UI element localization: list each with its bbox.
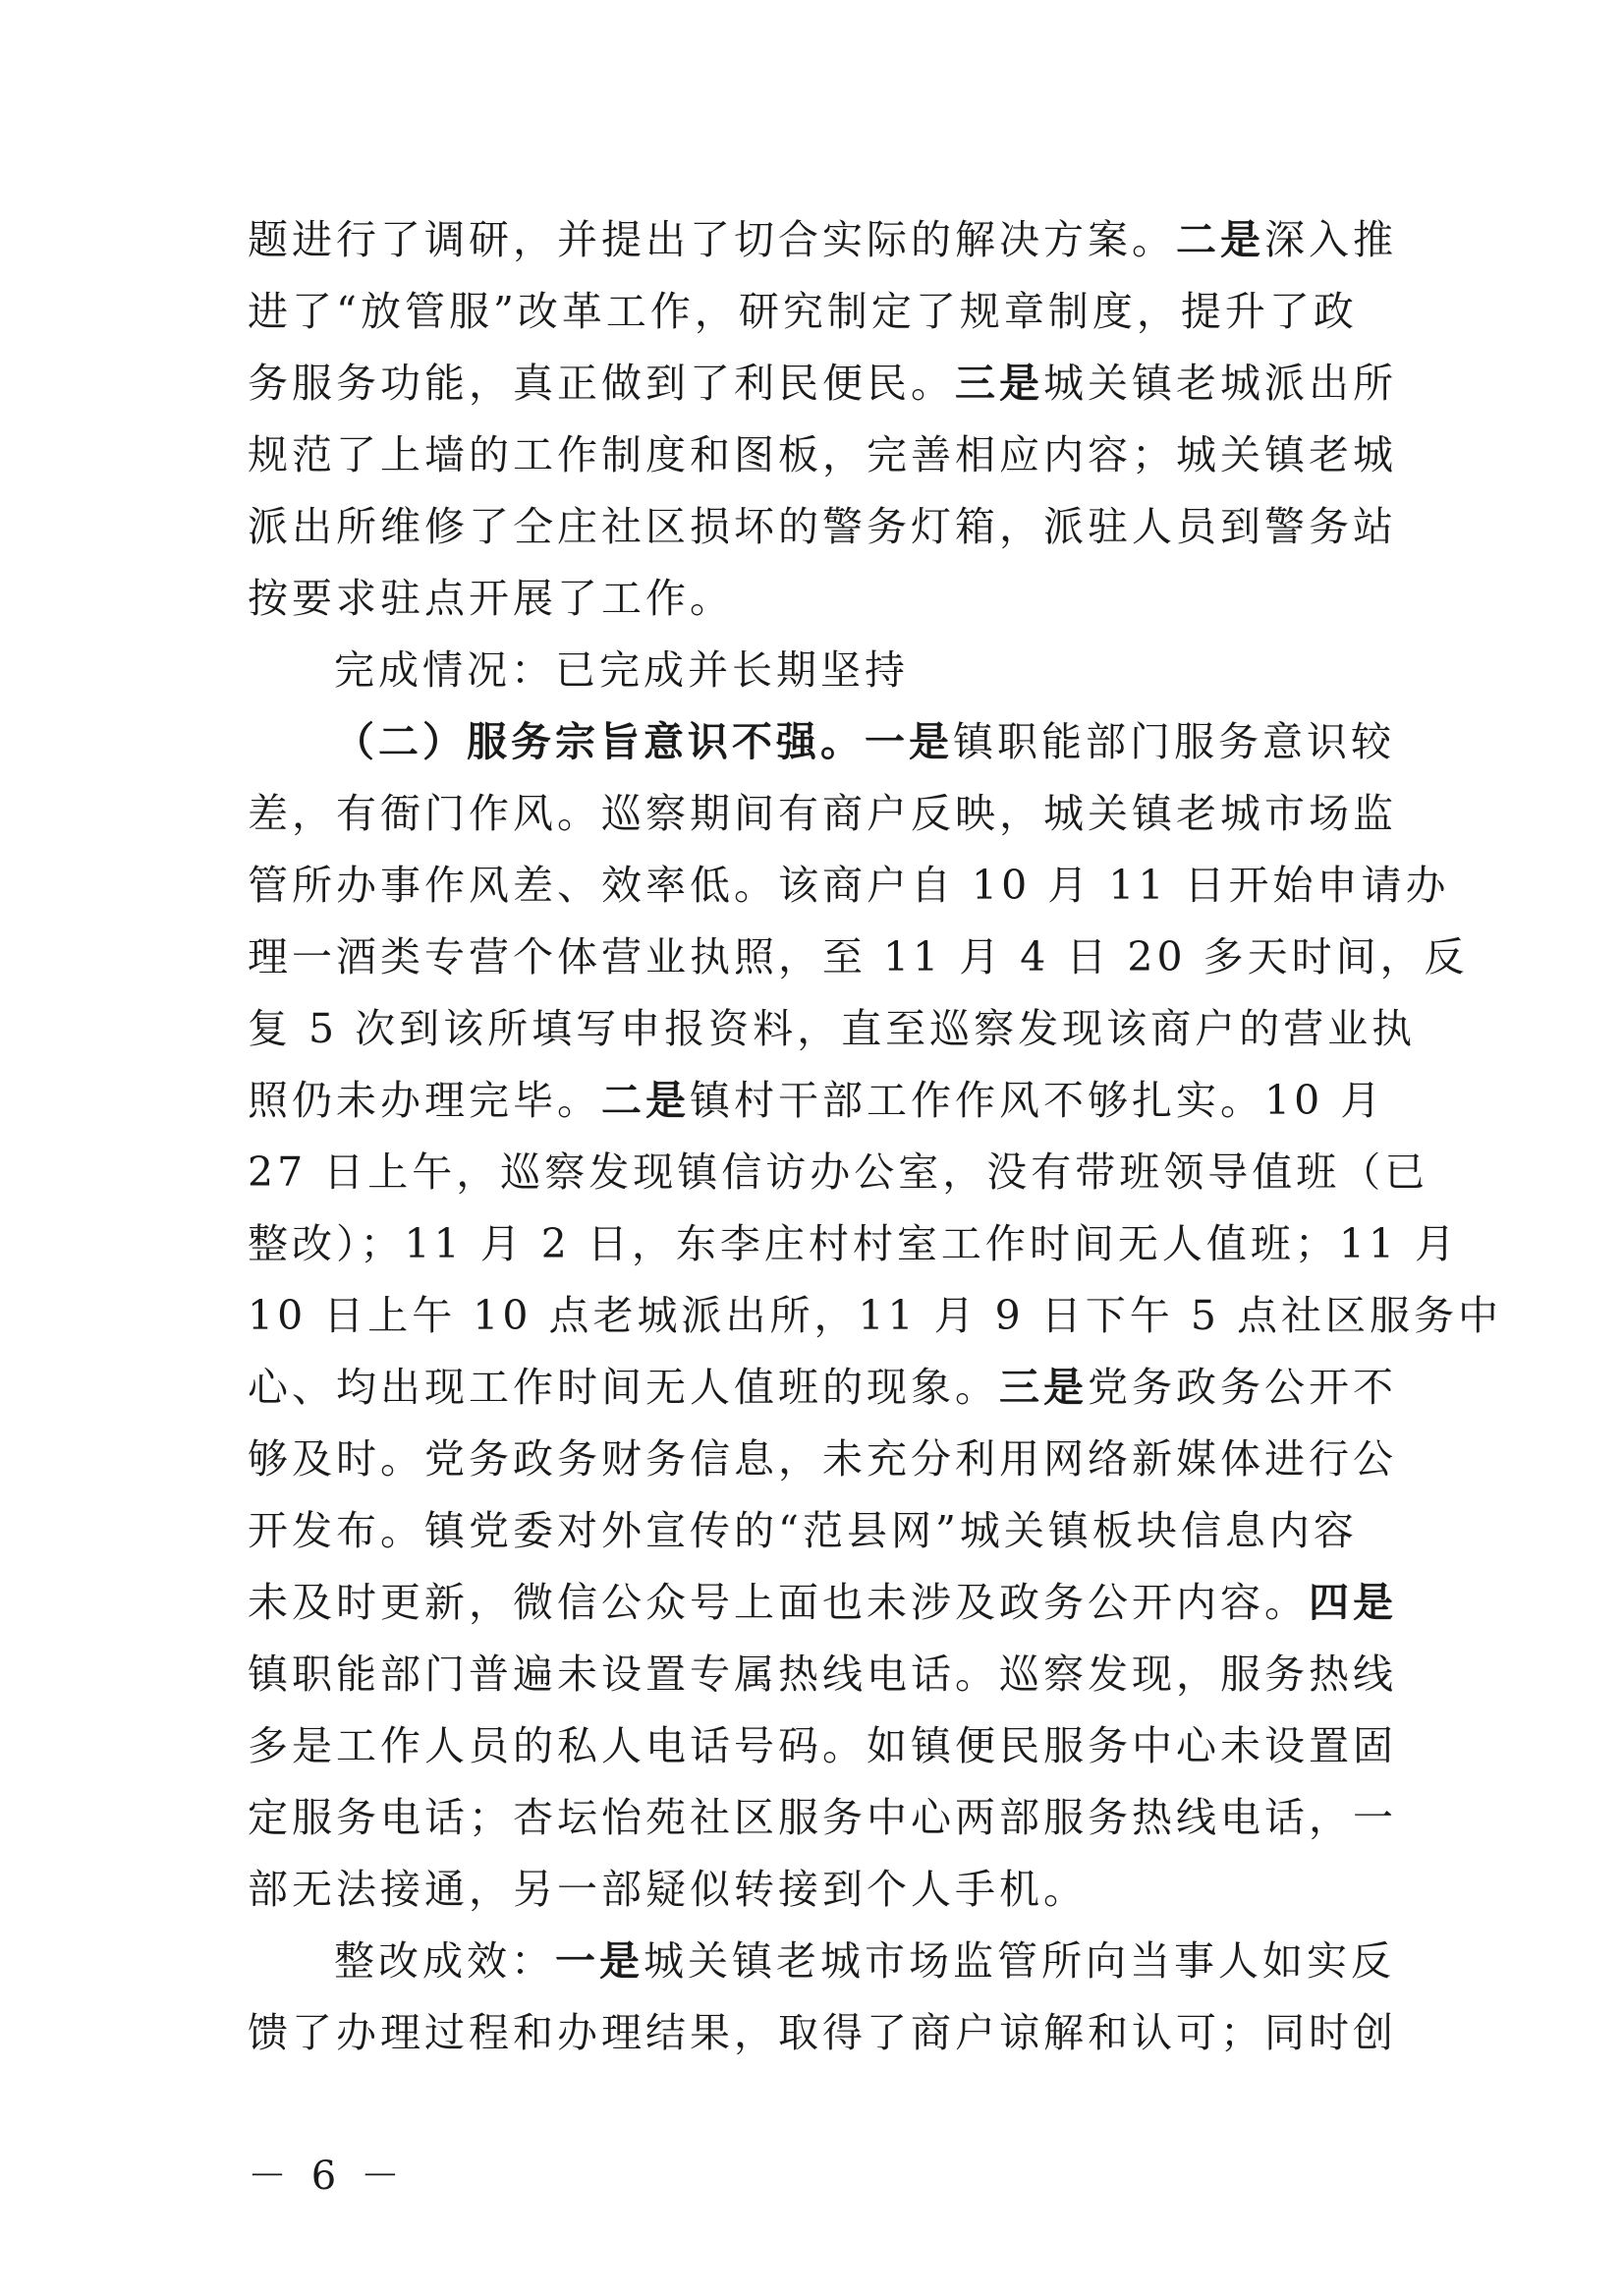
bold-text-run: 三是	[955, 360, 1043, 407]
text-run: 深入推	[1264, 216, 1397, 263]
text-run: 定服务电话；杏坛怡苑社区服务中心两部服务热线电话，一	[248, 1794, 1397, 1841]
text-line	[248, 204, 1397, 276]
text-line	[248, 1424, 1397, 1495]
text-run: 党务政务公开不	[1088, 1364, 1397, 1411]
text-line	[248, 1280, 1502, 1352]
text-run: 镇村干部工作作风不够扎实。10 月	[690, 1077, 1385, 1124]
text-run: 城关镇老城市场监管所向当事人如实反	[644, 1937, 1395, 1985]
document-body	[248, 204, 1502, 2069]
text-line	[248, 563, 1387, 635]
bold-text-run: 一是	[865, 718, 953, 765]
text-line	[248, 348, 1397, 420]
text-run: 务服务功能，真正做到了利民便民。	[248, 360, 955, 407]
text-run: 多是工作人员的私人电话号码。如镇便民服务中心未设置固	[248, 1722, 1397, 1769]
text-line	[248, 1782, 1397, 1854]
text-run: 差，有衙门作风。巡察期间有商户反映，城关镇老城市场监	[248, 790, 1397, 837]
text-line	[248, 1208, 1460, 1280]
text-line	[248, 1639, 1397, 1710]
bold-text-run: （二）服务宗旨意识不强。	[334, 718, 865, 765]
text-line	[248, 1854, 1387, 1926]
text-run: 镇职能部门普遍未设置专属热线电话。巡察发现，服务热线	[248, 1651, 1397, 1698]
page-number: － 6 －	[248, 2154, 406, 2199]
text-run: 完成情况：已完成并长期坚持	[334, 646, 909, 694]
text-line	[248, 1352, 1397, 1424]
bold-text-run: 三是	[999, 1364, 1088, 1411]
text-run: 未及时更新，微信公众号上面也未涉及政务公开内容。	[248, 1579, 1309, 1626]
text-run: 理一酒类专营个体营业执照，至 11 月 4 日 20 多天时间，反	[248, 933, 1469, 980]
text-run: 派出所维修了仝庄社区损坏的警务灯箱，派驻人员到警务站	[248, 503, 1397, 550]
text-line	[248, 1567, 1397, 1639]
text-run: 整改）；11 月 2 日，东李庄村村室工作时间无人值班；11 月	[248, 1220, 1460, 1267]
text-line	[248, 1710, 1397, 1782]
text-run: 部无法接通，另一部疑似转接到个人手机。	[248, 1866, 1088, 1913]
text-line	[248, 1997, 1397, 2069]
text-line	[248, 993, 1417, 1065]
text-run: 照仍未办理完毕。	[248, 1077, 601, 1124]
text-run: 心、均出现工作时间无人值班的现象。	[248, 1364, 999, 1411]
text-line	[248, 276, 1387, 348]
text-run: 开发布。镇党委对外宣传的“范县网”城关镇板块信息内容	[248, 1507, 1358, 1554]
text-run: 馈了办理过程和办理结果，取得了商户谅解和认可；同时创	[248, 2009, 1397, 2056]
text-line	[248, 1065, 1387, 1137]
text-line	[248, 850, 1450, 922]
text-line	[248, 635, 1387, 706]
bold-text-run: 二是	[601, 1077, 690, 1124]
text-line	[248, 491, 1397, 563]
text-run: 10 日上午 10 点老城派出所，11 月 9 日下午 5 点社区服务中	[248, 1292, 1502, 1339]
bold-text-run: 二是	[1176, 216, 1264, 263]
text-run: 题进行了调研，并提出了切合实际的解决方案。	[248, 216, 1176, 263]
text-run: 复 5 次到该所填写申报资料，直至巡察发现该商户的营业执	[248, 1005, 1417, 1052]
text-run: 城关镇老城派出所	[1043, 360, 1397, 407]
text-line	[248, 706, 1395, 778]
text-run: 镇职能部门服务意识较	[953, 718, 1395, 765]
text-line	[248, 1137, 1429, 1208]
text-run: 规范了上墙的工作制度和图板，完善相应内容；城关镇老城	[248, 431, 1397, 478]
text-run: 27 日上午，巡察发现镇信访办公室，没有带班领导值班（已	[248, 1148, 1429, 1196]
text-line	[248, 420, 1397, 491]
text-line	[248, 778, 1397, 850]
bold-text-run: 四是	[1309, 1579, 1397, 1626]
text-run: 管所办事作风差、效率低。该商户自 10 月 11 日开始申请办	[248, 862, 1450, 909]
text-run: 整改成效：	[334, 1937, 555, 1985]
text-run: 进了“放管服”改革工作，研究制定了规章制度，提升了政	[248, 288, 1358, 335]
text-line	[248, 1495, 1387, 1567]
text-run: 按要求驻点开展了工作。	[248, 575, 734, 622]
bold-text-run: 一是	[555, 1937, 644, 1985]
text-run: 够及时。党务政务财务信息，未充分利用网络新媒体进行公	[248, 1435, 1397, 1483]
text-line	[248, 1926, 1395, 1997]
text-line	[248, 922, 1469, 993]
